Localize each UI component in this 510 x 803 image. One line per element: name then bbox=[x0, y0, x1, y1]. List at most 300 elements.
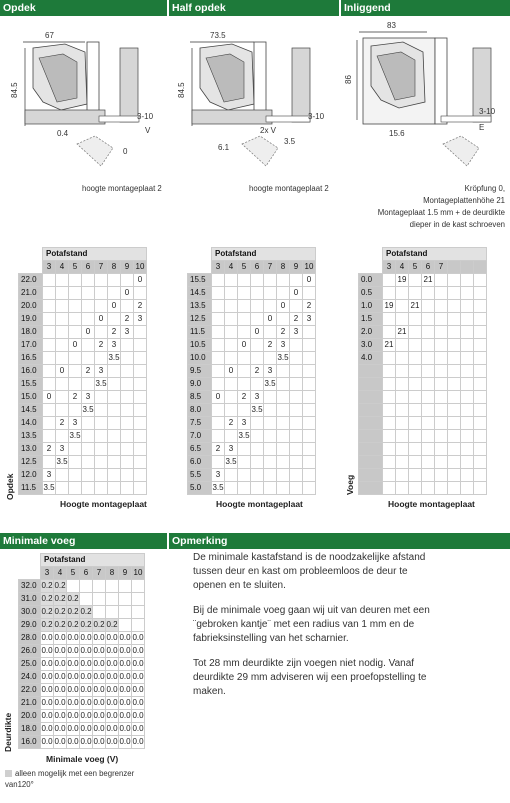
table-cell bbox=[225, 300, 238, 313]
table-cell: 3 bbox=[134, 313, 147, 326]
table-cell bbox=[80, 580, 93, 593]
table-cell bbox=[56, 404, 69, 417]
table-cell bbox=[409, 417, 422, 430]
table-cell: 0 bbox=[121, 287, 134, 300]
table-cell bbox=[474, 313, 487, 326]
table-cell: 0.0 bbox=[132, 697, 145, 710]
table-cell: 0.2 bbox=[54, 593, 67, 606]
pot-cols-row bbox=[359, 261, 487, 274]
table-cell bbox=[448, 378, 461, 391]
table-cell bbox=[383, 274, 396, 287]
table-cell bbox=[422, 313, 435, 326]
table-row bbox=[188, 404, 316, 417]
table-cell: 2 bbox=[212, 443, 225, 456]
table-cell bbox=[290, 274, 303, 287]
table-cell bbox=[108, 469, 121, 482]
table-cell bbox=[121, 417, 134, 430]
table-cell bbox=[435, 326, 448, 339]
table-cell bbox=[383, 430, 396, 443]
row-label: 11.5 bbox=[19, 482, 43, 495]
table-cell bbox=[461, 274, 474, 287]
table-cell bbox=[383, 313, 396, 326]
table-cell: 2 bbox=[277, 326, 290, 339]
table-cell bbox=[106, 580, 119, 593]
table-cell bbox=[277, 404, 290, 417]
table-cell: 3.5 bbox=[238, 430, 251, 443]
table-cell bbox=[119, 606, 132, 619]
table-cell bbox=[238, 300, 251, 313]
table-cell bbox=[290, 430, 303, 443]
table-cell bbox=[69, 456, 82, 469]
table-cell: 0.0 bbox=[54, 697, 67, 710]
table-row bbox=[19, 619, 145, 632]
row-label: 4.0 bbox=[359, 352, 383, 365]
table-cell: 0.0 bbox=[41, 723, 54, 736]
table-cell: 0.0 bbox=[132, 723, 145, 736]
row-label: 25.0 bbox=[19, 658, 41, 671]
table-cell: 0.0 bbox=[106, 736, 119, 749]
table-cell: 0.2 bbox=[54, 606, 67, 619]
table-cell bbox=[264, 430, 277, 443]
table-cell: 0.0 bbox=[106, 723, 119, 736]
table-cell bbox=[409, 443, 422, 456]
table-row bbox=[19, 658, 145, 671]
table-row-empty bbox=[359, 456, 487, 469]
table-cell bbox=[82, 469, 95, 482]
table-cell bbox=[56, 339, 69, 352]
table-cell bbox=[121, 456, 134, 469]
table-cell bbox=[474, 339, 487, 352]
table-cell bbox=[238, 482, 251, 495]
table-cell: 3 bbox=[69, 417, 82, 430]
table-cell bbox=[95, 274, 108, 287]
table-cell bbox=[225, 339, 238, 352]
table-cell bbox=[95, 391, 108, 404]
table-cell bbox=[461, 300, 474, 313]
table-cell bbox=[132, 606, 145, 619]
table-cell: 2 bbox=[303, 300, 316, 313]
table-cell bbox=[238, 326, 251, 339]
table-row bbox=[19, 697, 145, 710]
table-cell: 0.0 bbox=[132, 736, 145, 749]
table-cell bbox=[95, 469, 108, 482]
table-cell bbox=[251, 274, 264, 287]
table-row bbox=[19, 391, 147, 404]
table-cell bbox=[409, 456, 422, 469]
table-half-opdek bbox=[187, 247, 316, 495]
table-cell bbox=[303, 469, 316, 482]
table-cell bbox=[119, 580, 132, 593]
table-row bbox=[188, 365, 316, 378]
table-cell: 0.0 bbox=[119, 658, 132, 671]
table-cell bbox=[93, 580, 106, 593]
table-cell bbox=[43, 404, 56, 417]
table-cell bbox=[251, 443, 264, 456]
table-cell bbox=[82, 339, 95, 352]
table-cell bbox=[290, 365, 303, 378]
table-cell: 0.0 bbox=[132, 671, 145, 684]
table-cell bbox=[69, 287, 82, 300]
table-cell bbox=[67, 580, 80, 593]
table-cell: 3.5 bbox=[69, 430, 82, 443]
table-cell bbox=[43, 326, 56, 339]
table-cell bbox=[251, 417, 264, 430]
table-cell bbox=[461, 417, 474, 430]
table-cell bbox=[422, 391, 435, 404]
row-label: 1.0 bbox=[359, 300, 383, 313]
table-row bbox=[188, 339, 316, 352]
table-cell: 0.2 bbox=[54, 619, 67, 632]
header-potafstand: Potafstand bbox=[383, 248, 487, 261]
table-cell bbox=[383, 443, 396, 456]
table-row bbox=[188, 326, 316, 339]
pot-cols-row bbox=[19, 567, 145, 580]
row-label: 9.0 bbox=[188, 378, 212, 391]
table-cell bbox=[396, 404, 409, 417]
table-cell bbox=[108, 482, 121, 495]
table-cell bbox=[225, 287, 238, 300]
table-row-empty bbox=[359, 365, 487, 378]
table-cell bbox=[121, 378, 134, 391]
row-label: 8.0 bbox=[188, 404, 212, 417]
table-cell bbox=[56, 352, 69, 365]
table-cell bbox=[82, 352, 95, 365]
table-cell bbox=[396, 391, 409, 404]
table-cell: 0.0 bbox=[80, 671, 93, 684]
table-cell bbox=[359, 469, 383, 482]
row-label: 3.0 bbox=[359, 339, 383, 352]
table-row bbox=[188, 482, 316, 495]
table-cell bbox=[212, 365, 225, 378]
table-cell: 0.0 bbox=[54, 710, 67, 723]
table-cell bbox=[251, 352, 264, 365]
table-cell bbox=[121, 365, 134, 378]
dim-width: 83 bbox=[387, 21, 396, 30]
table-cell bbox=[303, 339, 316, 352]
table-cell bbox=[461, 339, 474, 352]
table-cell bbox=[303, 391, 316, 404]
row-label: 7.5 bbox=[188, 417, 212, 430]
row-label: 6.5 bbox=[188, 443, 212, 456]
row-label: 26.0 bbox=[19, 645, 41, 658]
table-cell bbox=[238, 404, 251, 417]
table-cell: 0.0 bbox=[93, 658, 106, 671]
table-row bbox=[19, 684, 145, 697]
table-cell bbox=[448, 391, 461, 404]
column-header: 3 bbox=[383, 261, 396, 274]
table-row-empty bbox=[359, 391, 487, 404]
table-cell bbox=[277, 417, 290, 430]
row-label: 14.5 bbox=[188, 287, 212, 300]
table-cell: 0.0 bbox=[67, 632, 80, 645]
row-label: 14.5 bbox=[19, 404, 43, 417]
table-cell: 0.0 bbox=[54, 671, 67, 684]
table-cell bbox=[409, 430, 422, 443]
table-cell bbox=[435, 365, 448, 378]
table-cell bbox=[383, 469, 396, 482]
table-cell bbox=[121, 404, 134, 417]
table-inliggend bbox=[358, 247, 487, 495]
column-header: 5 bbox=[238, 261, 251, 274]
row-label: 10.0 bbox=[188, 352, 212, 365]
table-row bbox=[19, 300, 147, 313]
table-cell bbox=[448, 482, 461, 495]
table-cell bbox=[290, 482, 303, 495]
table-cell bbox=[359, 430, 383, 443]
table-cell: 0.0 bbox=[93, 710, 106, 723]
table-cell bbox=[212, 339, 225, 352]
row-label: 6.0 bbox=[188, 456, 212, 469]
table-cell: 0 bbox=[43, 391, 56, 404]
table-cell bbox=[132, 580, 145, 593]
table-cell: 21 bbox=[396, 326, 409, 339]
table-cell bbox=[69, 274, 82, 287]
table-cell: 0.0 bbox=[132, 658, 145, 671]
table-cell: 3 bbox=[82, 391, 95, 404]
table-cell: 0.0 bbox=[119, 684, 132, 697]
row-label: 28.0 bbox=[19, 632, 41, 645]
table-cell bbox=[277, 365, 290, 378]
dim-d1: 3-10 bbox=[137, 112, 154, 121]
table-cell: 19 bbox=[396, 274, 409, 287]
table-cell: 0.2 bbox=[67, 606, 80, 619]
table-cell: 0.0 bbox=[54, 723, 67, 736]
table-cell bbox=[264, 391, 277, 404]
table-cell bbox=[448, 313, 461, 326]
table-row bbox=[19, 710, 145, 723]
column-header: 4 bbox=[225, 261, 238, 274]
column-header: 7 bbox=[95, 261, 108, 274]
row-label: 20.0 bbox=[19, 710, 41, 723]
table-cell bbox=[121, 339, 134, 352]
table-row bbox=[19, 430, 147, 443]
table-cell bbox=[359, 417, 383, 430]
table-cell bbox=[422, 339, 435, 352]
row-label: 10.5 bbox=[188, 339, 212, 352]
diagram-opdek bbox=[5, 18, 165, 178]
row-label: 22.0 bbox=[19, 684, 41, 697]
table-row-empty bbox=[359, 430, 487, 443]
table-cell: 2 bbox=[238, 391, 251, 404]
table-cell: 0.2 bbox=[80, 619, 93, 632]
table-cell bbox=[212, 404, 225, 417]
table-cell: 0 bbox=[56, 365, 69, 378]
row-label: 17.0 bbox=[19, 339, 43, 352]
table-cell bbox=[396, 417, 409, 430]
table-cell: 0.0 bbox=[132, 632, 145, 645]
row-label: 19.0 bbox=[19, 313, 43, 326]
table-cell bbox=[56, 430, 69, 443]
table-cell bbox=[383, 352, 396, 365]
table-cell bbox=[134, 456, 147, 469]
table-cell bbox=[290, 378, 303, 391]
table-cell bbox=[69, 313, 82, 326]
column-header: 5 bbox=[69, 261, 82, 274]
table-cell bbox=[106, 606, 119, 619]
axis-label-opdek: Opdek bbox=[5, 473, 15, 500]
table-cell bbox=[69, 300, 82, 313]
table-cell bbox=[134, 378, 147, 391]
table-cell bbox=[95, 430, 108, 443]
table-cell bbox=[238, 287, 251, 300]
table-cell: 0.0 bbox=[119, 736, 132, 749]
table-cell bbox=[435, 456, 448, 469]
row-label: 7.0 bbox=[188, 430, 212, 443]
row-label: 21.0 bbox=[19, 697, 41, 710]
row-label: 20.0 bbox=[19, 300, 43, 313]
table-cell bbox=[435, 404, 448, 417]
table-cell bbox=[290, 300, 303, 313]
column-header: 6 bbox=[251, 261, 264, 274]
table-cell bbox=[251, 378, 264, 391]
table-cell bbox=[422, 404, 435, 417]
table-cell: 0 bbox=[82, 326, 95, 339]
table-cell bbox=[409, 378, 422, 391]
table-cell bbox=[303, 404, 316, 417]
header-potafstand: Potafstand bbox=[212, 248, 316, 261]
table-row-empty bbox=[359, 404, 487, 417]
table-cell: 3 bbox=[303, 313, 316, 326]
table-cell bbox=[134, 365, 147, 378]
table-cell: 0.0 bbox=[106, 671, 119, 684]
table-cell bbox=[43, 365, 56, 378]
table-cell: 3 bbox=[225, 443, 238, 456]
table-cell: 3.5 bbox=[82, 404, 95, 417]
table-cell bbox=[56, 326, 69, 339]
table-cell bbox=[134, 430, 147, 443]
dim-width: 67 bbox=[45, 31, 54, 40]
table-cell bbox=[82, 443, 95, 456]
table-cell bbox=[303, 443, 316, 456]
table-cell bbox=[69, 482, 82, 495]
table-cell bbox=[108, 274, 121, 287]
table-cell bbox=[121, 430, 134, 443]
table-cell: 3 bbox=[251, 391, 264, 404]
table-row-empty bbox=[359, 482, 487, 495]
table-row bbox=[19, 606, 145, 619]
row-label: 15.0 bbox=[19, 391, 43, 404]
table-cell bbox=[396, 456, 409, 469]
table-cell bbox=[396, 287, 409, 300]
row-label: 18.0 bbox=[19, 723, 41, 736]
table-cell: 0.0 bbox=[93, 671, 106, 684]
table-cell bbox=[134, 417, 147, 430]
table-cell bbox=[69, 404, 82, 417]
table-cell bbox=[277, 456, 290, 469]
table-cell: 0.2 bbox=[67, 593, 80, 606]
table-cell bbox=[435, 274, 448, 287]
table-cell bbox=[238, 456, 251, 469]
table-cell: 0.2 bbox=[41, 606, 54, 619]
table-cell bbox=[95, 326, 108, 339]
dim-d2: E bbox=[479, 123, 485, 132]
table-cell: 3.5 bbox=[108, 352, 121, 365]
table-row bbox=[188, 469, 316, 482]
table-row bbox=[19, 378, 147, 391]
table-cell bbox=[303, 365, 316, 378]
table-cell bbox=[409, 287, 422, 300]
table-cell: 2 bbox=[121, 313, 134, 326]
caption-line-4: dieper in de kast schroeven bbox=[409, 220, 505, 229]
table-cell bbox=[359, 378, 383, 391]
table-row bbox=[188, 391, 316, 404]
table-cell: 0.2 bbox=[54, 580, 67, 593]
column-header: 3 bbox=[212, 261, 225, 274]
row-label: 13.5 bbox=[188, 300, 212, 313]
table-cell: 2 bbox=[251, 365, 264, 378]
table-cell: 0 bbox=[290, 287, 303, 300]
row-label: 1.5 bbox=[359, 313, 383, 326]
table-cell bbox=[448, 339, 461, 352]
column-header: 8 bbox=[277, 261, 290, 274]
table-cell bbox=[435, 300, 448, 313]
table-cell bbox=[238, 365, 251, 378]
table-cell: 2 bbox=[82, 365, 95, 378]
table-cell: 0.0 bbox=[106, 658, 119, 671]
table-cell bbox=[132, 619, 145, 632]
row-label: 30.0 bbox=[19, 606, 41, 619]
table-cell bbox=[383, 456, 396, 469]
table-cell: 0.0 bbox=[41, 736, 54, 749]
table-cell bbox=[474, 417, 487, 430]
table-cell bbox=[121, 300, 134, 313]
column-header: 9 bbox=[290, 261, 303, 274]
table-cell bbox=[435, 482, 448, 495]
table-cell bbox=[290, 469, 303, 482]
table-cell bbox=[264, 443, 277, 456]
table-cell: 2 bbox=[264, 339, 277, 352]
axis-label-hoogte-2: Hoogte montageplaat bbox=[216, 499, 303, 509]
table-cell bbox=[43, 274, 56, 287]
table-cell: 3.5 bbox=[95, 378, 108, 391]
table-cell bbox=[69, 443, 82, 456]
table-cell bbox=[95, 443, 108, 456]
header-minimale-voeg: Minimale voeg bbox=[0, 533, 167, 549]
row-label: 16.5 bbox=[19, 352, 43, 365]
table-cell bbox=[212, 417, 225, 430]
table-cell bbox=[225, 430, 238, 443]
table-cell bbox=[422, 430, 435, 443]
dim-d1: 3-10 bbox=[479, 107, 496, 116]
column-header: 8 bbox=[108, 261, 121, 274]
table-cell: 0.0 bbox=[93, 632, 106, 645]
table-cell bbox=[56, 313, 69, 326]
table-cell bbox=[303, 326, 316, 339]
dim-d3: 15.6 bbox=[389, 129, 405, 138]
table-cell: 2 bbox=[108, 326, 121, 339]
table-cell bbox=[396, 313, 409, 326]
table-cell bbox=[383, 287, 396, 300]
table-cell bbox=[359, 391, 383, 404]
opmerking-p3: Tot 28 mm deurdikte zijn voegen niet nodig. Vanaf deurdikte 29 mm adviseren wij een proefopstelling te maken. bbox=[193, 658, 427, 697]
table-cell: 3 bbox=[290, 326, 303, 339]
table-cell: 0.2 bbox=[41, 580, 54, 593]
table-cell bbox=[409, 404, 422, 417]
table-row bbox=[19, 365, 147, 378]
table-cell: 0.0 bbox=[80, 632, 93, 645]
table-cell: 0.2 bbox=[80, 606, 93, 619]
table-cell bbox=[95, 456, 108, 469]
table1-body bbox=[19, 274, 147, 495]
table-cell bbox=[277, 443, 290, 456]
opmerking-p2: Bij de minimale voeg gaan wij uit van deuren met een ¨gebroken kantje¨ met een radius van 1 mm en de fabrieksinstelling van het scharnier. bbox=[193, 605, 430, 644]
table-cell: 0 bbox=[225, 365, 238, 378]
table-cell bbox=[303, 456, 316, 469]
table-cell: 0 bbox=[212, 391, 225, 404]
table-row bbox=[359, 326, 487, 339]
table-cell: 3.5 bbox=[277, 352, 290, 365]
table-cell bbox=[396, 352, 409, 365]
